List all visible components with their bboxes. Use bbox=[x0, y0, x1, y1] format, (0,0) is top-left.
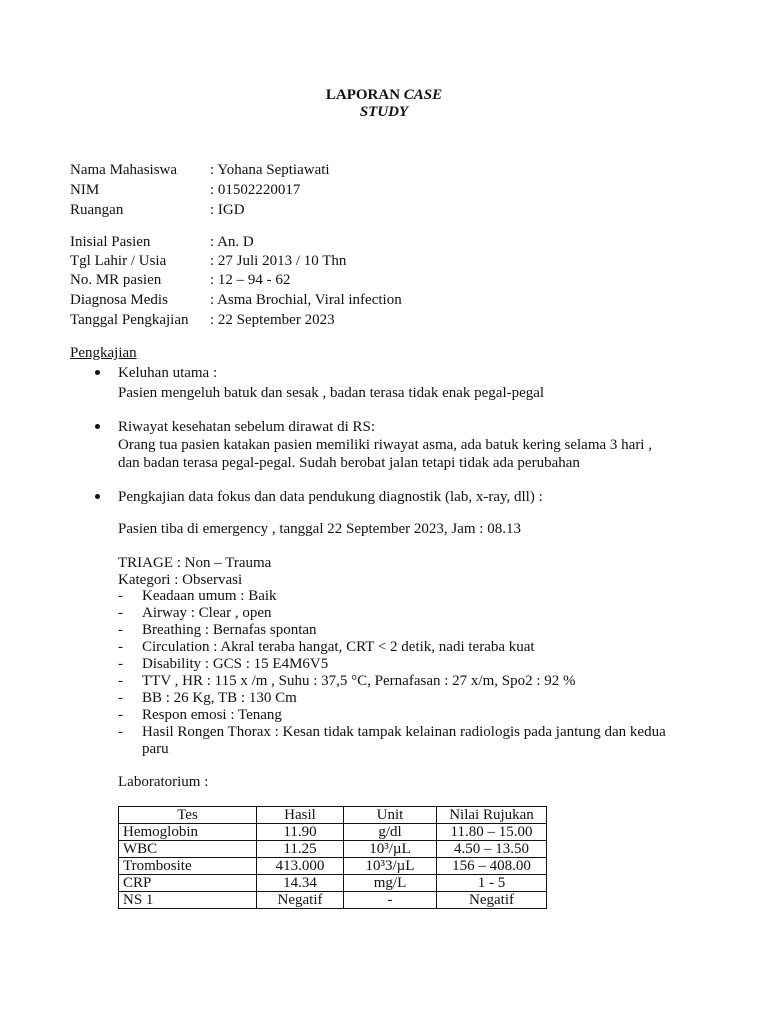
patient-value: : 12 – 94 - 62 bbox=[210, 272, 291, 288]
dash-list-item: - Airway : Clear , open bbox=[118, 605, 272, 621]
bullet-heading: Keluhan utama : bbox=[118, 365, 218, 381]
dash-list-item: - Respon emosi : Tenang bbox=[118, 707, 282, 723]
table-row bbox=[119, 858, 547, 875]
bullet-line: Pasien mengeluh batuk dan sesak , badan terasa tidak enak pegal-pegal bbox=[118, 385, 545, 401]
column-header: Nilai Rujukan bbox=[437, 807, 547, 824]
table-cell: Trombosite bbox=[119, 858, 257, 875]
bullet-icon bbox=[95, 370, 100, 375]
dash-continuation: paru bbox=[142, 741, 169, 757]
column-header: Unit bbox=[344, 807, 437, 824]
patient-row-mr bbox=[70, 270, 290, 290]
lab-table bbox=[118, 806, 547, 909]
table-cell: 11.80 – 15.00 bbox=[437, 824, 547, 841]
identity-row-nim bbox=[70, 180, 300, 200]
table-cell: mg/L bbox=[344, 875, 437, 892]
identity-value: : 01502220017 bbox=[210, 182, 301, 198]
patient-row-initial bbox=[70, 232, 254, 252]
table-cell: 4.50 – 13.50 bbox=[437, 841, 547, 858]
lab-heading: Laboratorium : bbox=[118, 774, 209, 790]
title-italic: CASE bbox=[403, 87, 443, 103]
patient-value: : 22 September 2023 bbox=[210, 312, 335, 328]
table-cell: 14.34 bbox=[257, 875, 344, 892]
document-title-line2: STUDY bbox=[359, 104, 409, 120]
dash-list-item: - Breathing : Bernafas spontan bbox=[118, 622, 317, 638]
patient-label: No. MR pasien bbox=[70, 272, 162, 288]
document-title-line1 bbox=[0, 86, 768, 104]
identity-label: Nama Mahasiswa bbox=[70, 162, 178, 178]
patient-label: Diagnosa Medis bbox=[70, 292, 168, 308]
identity-label: NIM bbox=[70, 182, 100, 198]
identity-value: : IGD bbox=[210, 202, 245, 218]
table-cell: 11.25 bbox=[257, 841, 344, 858]
table-row bbox=[119, 875, 547, 892]
table-cell: 11.90 bbox=[257, 824, 344, 841]
table-cell: Negatif bbox=[437, 892, 547, 909]
patient-label: Tgl Lahir / Usia bbox=[70, 253, 167, 269]
arrival-text: Pasien tiba di emergency , tanggal 22 September 2023, Jam : 08.13 bbox=[118, 521, 521, 537]
identity-row-name bbox=[70, 160, 330, 180]
column-header: Hasil bbox=[257, 807, 344, 824]
patient-value: : An. D bbox=[210, 234, 254, 250]
table-cell: 10³/µL bbox=[344, 841, 437, 858]
table-cell: Hemoglobin bbox=[119, 824, 257, 841]
patient-value: : Asma Brochial, Viral infection bbox=[210, 292, 402, 308]
dash-list-item: - Keadaan umum : Baik bbox=[118, 588, 277, 604]
dash-list-item: - BB : 26 Kg, TB : 130 Cm bbox=[118, 690, 297, 706]
table-cell: WBC bbox=[119, 841, 257, 858]
patient-row-diagnosis bbox=[70, 290, 402, 310]
patient-row-date bbox=[70, 310, 335, 330]
table-cell: 413.000 bbox=[257, 858, 344, 875]
table-cell: NS 1 bbox=[119, 892, 257, 909]
bullet-line: Orang tua pasien katakan pasien memiliki riwayat asma, ada batuk kering selama 3 hari , bbox=[118, 437, 652, 453]
patient-row-birth bbox=[70, 251, 346, 271]
section-heading: Pengkajian bbox=[70, 345, 137, 361]
table-cell: CRP bbox=[119, 875, 257, 892]
title-plain: LAPORAN bbox=[325, 87, 404, 103]
table-header-row bbox=[119, 807, 547, 824]
table-cell: 10³3/µL bbox=[344, 858, 437, 875]
patient-value: : 27 Juli 2013 / 10 Thn bbox=[210, 253, 347, 269]
patient-label: Inisial Pasien bbox=[70, 234, 151, 250]
bullet-heading: Pengkajian data fokus dan data pendukung diagnostik (lab, x-ray, dll) : bbox=[118, 489, 543, 505]
bullet-icon bbox=[95, 494, 100, 499]
dash-list-item: - TTV , HR : 115 x /m , Suhu : 37,5 °C, Pernafasan : 27 x/m, Spo2 : 92 % bbox=[118, 673, 576, 689]
dash-list-item: - Circulation : Akral teraba hangat, CRT < 2 detik, nadi teraba kuat bbox=[118, 639, 535, 655]
identity-row-room bbox=[70, 200, 245, 220]
table-cell: - bbox=[344, 892, 437, 909]
table-row bbox=[119, 841, 547, 858]
identity-value: : Yohana Septiawati bbox=[210, 162, 330, 178]
dash-list-item: - Disability : GCS : 15 E4M6V5 bbox=[118, 656, 329, 672]
bullet-line: dan badan terasa pegal-pegal. Sudah berobat jalan tetapi tidak ada perubahan bbox=[118, 455, 580, 471]
triage-text: TRIAGE : Non – Trauma bbox=[118, 555, 272, 571]
column-header: Tes bbox=[119, 807, 257, 824]
table-cell: 156 – 408.00 bbox=[437, 858, 547, 875]
patient-label: Tanggal Pengkajian bbox=[70, 312, 189, 328]
identity-label: Ruangan bbox=[70, 202, 124, 218]
dash-list-item: - Hasil Rongen Thorax : Kesan tidak tampak kelainan radiologis pada jantung dan kedua bbox=[118, 724, 666, 740]
table-cell: 1 - 5 bbox=[437, 875, 547, 892]
table-row bbox=[119, 892, 547, 909]
table-row bbox=[119, 824, 547, 841]
bullet-heading: Riwayat kesehatan sebelum dirawat di RS: bbox=[118, 419, 376, 435]
table-cell: g/dl bbox=[344, 824, 437, 841]
kategori-text: Kategori : Observasi bbox=[118, 572, 243, 588]
table-cell: Negatif bbox=[257, 892, 344, 909]
bullet-icon bbox=[95, 424, 100, 429]
